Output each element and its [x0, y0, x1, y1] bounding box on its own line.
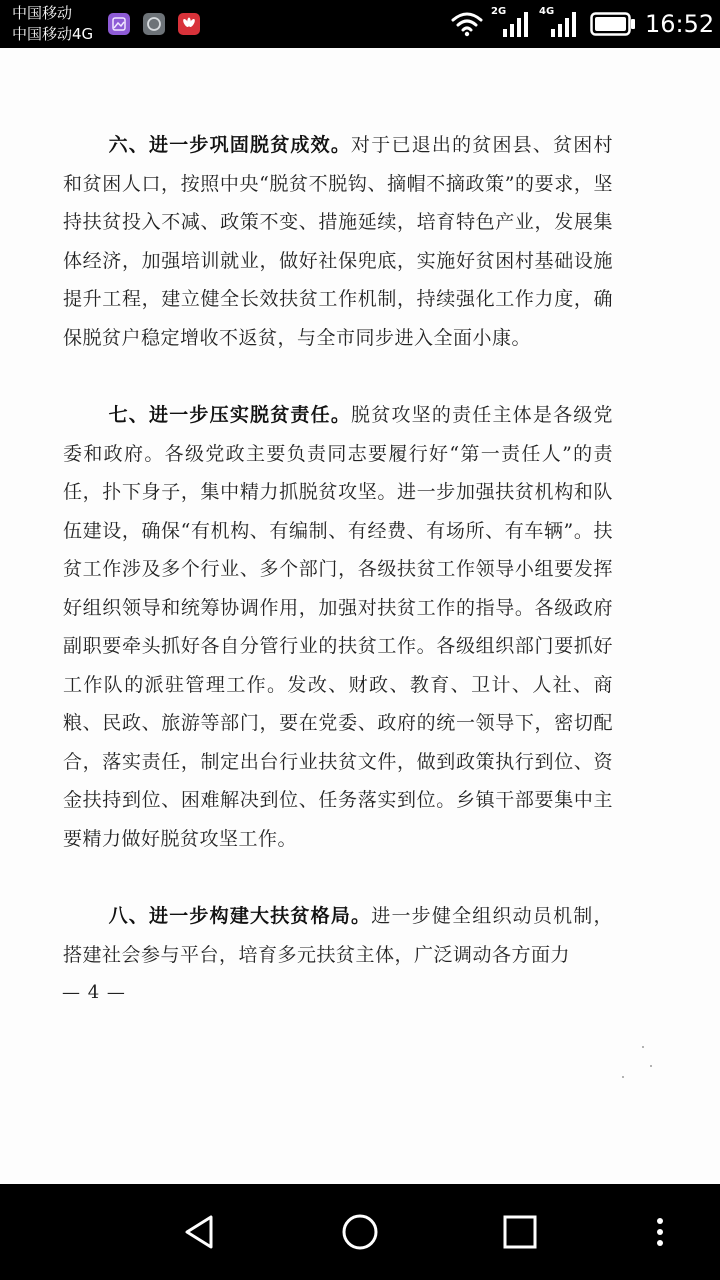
more-icon: [654, 1212, 666, 1252]
home-button[interactable]: [336, 1208, 384, 1256]
document-paragraph: [63, 897, 613, 974]
network-type-4g: 4G: [539, 6, 555, 17]
carrier-name-secondary: 中国移动4G: [12, 25, 94, 43]
section-heading: 八、进一步构建大扶贫格局。: [108, 905, 372, 927]
paragraph-body: 对于已退出的贫困县、贫困村和贫困人口，按照中央“脱贫不脱钩、摘帽不摘政策”的要求，坚持扶贫投入不减、政策不变、措施延续，培育特色产业，发展集体经济，加强培训就业，做好社保兜底，实施好贫困村基础设施提升工程，建立健全长效扶贫工作机制，持续强化工作力度，确保脱贫户稳定增收不返贫，与全市同步进入全面小康。: [63, 134, 613, 349]
more-button[interactable]: [646, 1208, 674, 1256]
signal-strength-icon: [501, 11, 531, 37]
assistant-icon: [143, 13, 165, 35]
section-heading: 七、进一步压实脱贫责任。: [108, 404, 352, 426]
carrier-name-primary: 中国移动: [12, 4, 73, 22]
scan-speck: [642, 1046, 644, 1048]
signal-strength-icon: [549, 11, 579, 37]
back-icon: [180, 1212, 220, 1252]
recents-button[interactable]: [496, 1208, 544, 1256]
page-number: — 4 —: [62, 982, 126, 1003]
gallery-icon: [108, 13, 130, 35]
navigation-bar: [0, 1184, 720, 1280]
scan-speck: [622, 1076, 624, 1078]
back-button[interactable]: [176, 1208, 224, 1256]
huawei-icon: [178, 13, 200, 35]
home-icon: [340, 1212, 380, 1252]
document-paragraph: [63, 126, 613, 357]
status-clock: 16:52: [645, 10, 715, 38]
recents-icon: [500, 1212, 540, 1252]
paragraph-body: 脱贫攻坚的责任主体是各级党委和政府。各级党政主要负责同志要履行好“第一责任人”的责任，扑下身子，集中精力抓脱贫攻坚。进一步加强扶贫机构和队伍建设，确保“有机构、有编制、有经费、有场所、有车辆”。扶贫工作涉及多个行业、多个部门，各级扶贫工作领导小组要发挥好组织领导和统筹协调作用，加强对扶贫工作的指导。各级政府副职要牵头抓好各自分管行业的扶贫工作。各级组织部门要抓好工作队的派驻管理工作。发改、财政、教育、卫计、人社、商粮、民政、旅游等部门，要在党委、政府的统一领导下，密切配合，落实责任，制定出台行业扶贫文件，做到政策执行到位、资金扶持到位、困难解决到位、任务落实到位。乡镇干部要集中主要精力做好脱贫攻坚工作。: [63, 404, 613, 850]
scan-speck: [650, 1065, 652, 1067]
document-page[interactable]: [0, 48, 720, 1184]
battery-icon: [590, 12, 636, 36]
status-bar: [0, 0, 720, 48]
document-paragraph: [63, 396, 613, 858]
wifi-icon: [451, 11, 483, 37]
section-heading: 六、进一步巩固脱贫成效。: [108, 134, 352, 156]
network-type-2g: 2G: [491, 6, 507, 17]
paragraph-body: 进一步健全组织动员机制，搭建社会参与平台，培育多元扶贫主体，广泛调动各方面力: [63, 905, 613, 966]
